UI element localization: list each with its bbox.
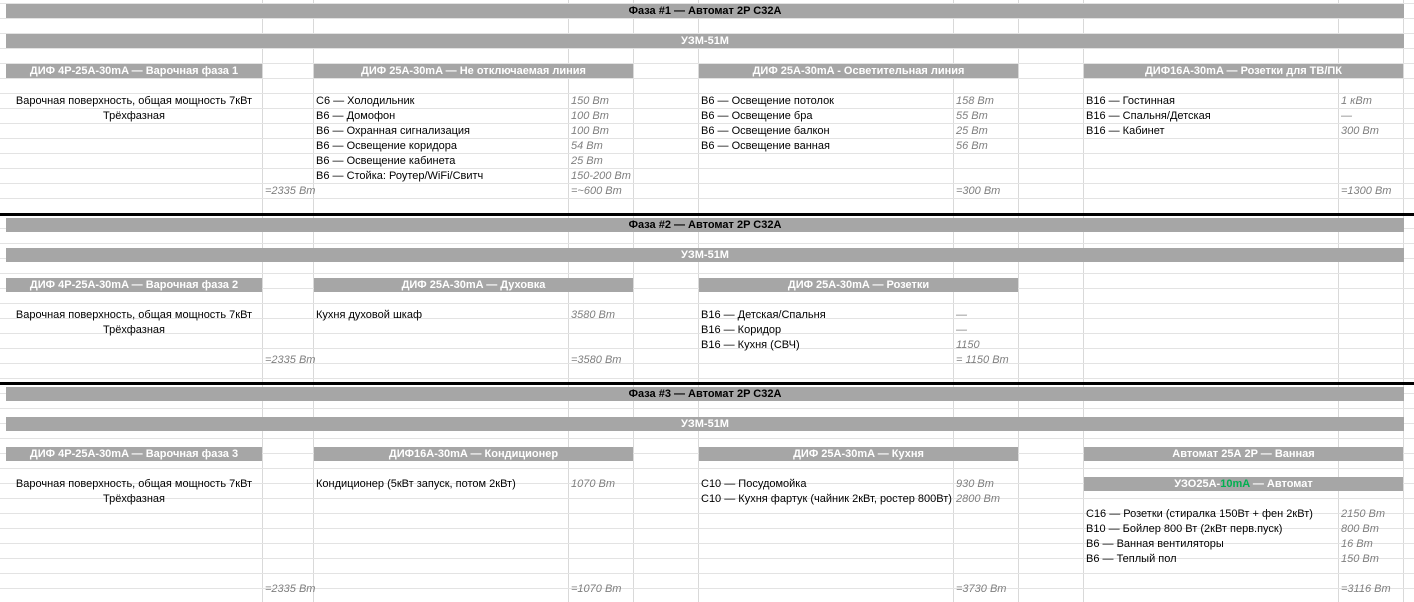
circuit-power[interactable]: 3580 Вт — [571, 309, 616, 321]
circuit-name[interactable]: B6 — Охранная сигнализация — [316, 125, 470, 137]
circuit-name[interactable]: B16 — Гостинная — [1086, 95, 1175, 107]
grid-column-line — [1338, 0, 1339, 602]
circuit-power[interactable]: 1150 — [956, 339, 980, 351]
circuit-name[interactable]: B16 — Кабинет — [1086, 125, 1165, 137]
grid-column-line — [698, 0, 699, 602]
phase-2-uzm[interactable]: УЗМ-51М — [6, 248, 1404, 262]
circuit-power[interactable]: 54 Вт — [571, 140, 603, 152]
grid-row-line — [0, 588, 1414, 589]
grid-column-line — [313, 0, 314, 602]
group-total[interactable]: =1300 Вт — [1341, 185, 1392, 197]
phase-3-title[interactable]: Фаза #3 — Автомат 2P C32A — [6, 387, 1404, 401]
grid-column-line — [953, 0, 954, 602]
grid-column-line — [1018, 0, 1019, 602]
circuit-name[interactable]: C6 — Холодильник — [316, 95, 415, 107]
circuit-power[interactable]: 1 кВт — [1341, 95, 1372, 107]
cooktop-description[interactable]: Трёхфазная — [103, 493, 165, 505]
circuit-power[interactable]: 55 Вт — [956, 110, 988, 122]
circuit-power[interactable]: — — [1341, 110, 1352, 122]
circuit-name[interactable]: Кондиционер (5кВт запуск, потом 2кВт) — [316, 478, 516, 490]
rcd-subheader-prefix: УЗО25А- — [1174, 478, 1221, 490]
grid-row-line — [0, 573, 1414, 574]
cooktop-description[interactable]: Варочная поверхность, общая мощность 7кВт — [15, 478, 253, 490]
circuit-name[interactable]: C10 — Кухня фартук (чайник 2кВт, ростер 800Вт) — [701, 493, 952, 505]
group-total[interactable]: =1070 Вт — [571, 583, 622, 595]
circuit-name[interactable]: B6 — Освещение коридора — [316, 140, 457, 152]
circuit-power[interactable]: 150 Вт — [1341, 553, 1379, 565]
circuit-name[interactable]: C16 — Розетки (стиралка 150Вт + фен 2кВт) — [1086, 508, 1313, 520]
circuit-name[interactable]: B16 — Детская/Спальня — [701, 309, 826, 321]
grid-column-line — [262, 0, 263, 602]
circuit-name[interactable]: Кухня духовой шкаф — [316, 309, 422, 321]
circuit-name[interactable]: B6 — Освещение ванная — [701, 140, 830, 152]
group-total[interactable]: = 1150 Вт — [956, 354, 1009, 366]
group-header[interactable]: ДИФ 25A-30mA — Не отключаемая линия — [314, 64, 633, 78]
circuit-name[interactable]: B6 — Домофон — [316, 110, 396, 122]
rcd-subheader-suffix: — Автомат — [1249, 478, 1313, 490]
circuit-power[interactable]: 100 Вт — [571, 110, 609, 122]
circuit-name[interactable]: B6 — Освещение кабинета — [316, 155, 456, 167]
circuit-name[interactable]: B6 — Освещение потолок — [701, 95, 834, 107]
cooktop-description[interactable]: Трёхфазная — [103, 110, 165, 122]
circuit-power[interactable]: 16 Вт — [1341, 538, 1373, 550]
cooktop-description[interactable]: Варочная поверхность, общая мощность 7кВт — [15, 309, 253, 321]
phase-2-title[interactable]: Фаза #2 — Автомат 2P C32A — [6, 218, 1404, 232]
circuit-power[interactable]: 150 Вт — [571, 95, 609, 107]
group-total[interactable]: =2335 Вт — [265, 583, 316, 595]
circuit-power[interactable]: 158 Вт — [956, 95, 994, 107]
group-total[interactable]: =3116 Вт — [1341, 583, 1391, 595]
cooktop-description[interactable]: Варочная поверхность, общая мощность 7кВт — [15, 95, 253, 107]
grid-row-line — [0, 168, 1414, 169]
group-total[interactable]: =3580 Вт — [571, 354, 622, 366]
group-total[interactable]: =3730 Вт — [956, 583, 1007, 595]
group-header[interactable]: ДИФ 4P-25A-30mA — Варочная фаза 1 — [6, 64, 262, 78]
grid-row-line — [0, 303, 1414, 304]
rcd-subheader-highlight: 10mA — [1220, 478, 1250, 490]
cooktop-description[interactable]: Трёхфазная — [103, 324, 165, 336]
phase-1-uzm[interactable]: УЗМ-51М — [6, 34, 1404, 48]
group-header[interactable]: ДИФ 25A-30mA — Духовка — [314, 278, 633, 292]
circuit-name[interactable]: B6 — Ванная вентиляторы — [1086, 538, 1224, 550]
grid-row-line — [0, 408, 1414, 409]
circuit-power[interactable]: 25 Вт — [571, 155, 603, 167]
grid-row-line — [0, 273, 1414, 274]
circuit-power[interactable]: 150-200 Вт — [571, 170, 631, 182]
grid-column-line — [633, 0, 634, 602]
group-header[interactable]: ДИФ 25A-30mA - Осветительная линия — [699, 64, 1018, 78]
grid-row-line — [0, 363, 1414, 364]
grid-row-line — [0, 468, 1414, 469]
circuit-name[interactable]: B16 — Спальня/Детская — [1086, 110, 1211, 122]
grid-row-line — [0, 78, 1414, 79]
circuit-name[interactable]: B16 — Кухня (СВЧ) — [701, 339, 800, 351]
circuit-power[interactable]: 300 Вт — [1341, 125, 1379, 137]
group-total[interactable]: =~600 Вт — [571, 185, 622, 197]
circuit-power[interactable]: 56 Вт — [956, 140, 988, 152]
circuit-power[interactable]: 2150 Вт — [1341, 508, 1386, 520]
grid-column-line — [568, 0, 569, 602]
circuit-name[interactable]: B16 — Коридор — [701, 324, 782, 336]
circuit-name[interactable]: B6 — Освещение бра — [701, 110, 813, 122]
rcd-subheader[interactable] — [1084, 477, 1403, 491]
grid-row-line — [0, 198, 1414, 199]
circuit-name[interactable]: C10 — Посудомойка — [701, 478, 807, 490]
circuit-power[interactable]: 1070 Вт — [571, 478, 616, 490]
group-header[interactable]: ДИФ16А-30mA — Розетки для ТВ/ПК — [1084, 64, 1403, 78]
group-header[interactable]: ДИФ 4P-25A-30mA — Варочная фаза 3 — [6, 447, 262, 461]
group-header[interactable]: ДИФ16А-30mA — Кондиционер — [314, 447, 633, 461]
circuit-name[interactable]: B6 — Стойка: Роутер/WiFi/Свитч — [316, 170, 484, 182]
group-header[interactable]: ДИФ 25A-30mA — Кухня — [699, 447, 1018, 461]
circuit-power[interactable]: 100 Вт — [571, 125, 609, 137]
phase-separator — [0, 213, 1414, 216]
circuit-power[interactable]: 800 Вт — [1341, 523, 1379, 535]
group-total[interactable]: =2335 Вт — [265, 354, 316, 366]
circuit-name[interactable]: B6 — Освещение балкон — [701, 125, 830, 137]
circuit-power[interactable]: 930 Вт — [956, 478, 994, 490]
circuit-name[interactable]: B10 — Бойлер 800 Вт (2кВт перв.пуск) — [1086, 523, 1283, 535]
circuit-power[interactable]: 2800 Вт — [956, 493, 1001, 505]
grid-row-line — [0, 243, 1414, 244]
group-header[interactable]: Автомат 25А 2P — Ванная — [1084, 447, 1403, 461]
phase-3-uzm[interactable]: УЗМ-51М — [6, 417, 1404, 431]
circuit-power[interactable]: 25 Вт — [956, 125, 988, 137]
circuit-power[interactable]: — — [956, 324, 967, 336]
grid-column-line — [1083, 0, 1084, 602]
grid-row-line — [0, 438, 1414, 439]
phase-1-title[interactable]: Фаза #1 — Автомат 2P C32A — [6, 4, 1404, 18]
circuit-name[interactable]: B6 — Теплый пол — [1086, 553, 1177, 565]
grid-column-line — [1403, 0, 1404, 602]
circuit-power[interactable]: — — [956, 309, 967, 321]
phase-separator — [0, 382, 1414, 385]
grid-row-line — [0, 48, 1414, 49]
group-total[interactable]: =300 Вт — [956, 185, 1001, 197]
grid-row-line — [0, 183, 1414, 184]
grid-row-line — [0, 18, 1414, 19]
grid-row-line — [0, 378, 1414, 379]
group-header[interactable]: ДИФ 4P-25A-30mA — Варочная фаза 2 — [6, 278, 262, 292]
grid-row-line — [0, 558, 1414, 559]
group-header[interactable]: ДИФ 25A-30mA — Розетки — [699, 278, 1018, 292]
group-total[interactable]: =2335 Вт — [265, 185, 316, 197]
